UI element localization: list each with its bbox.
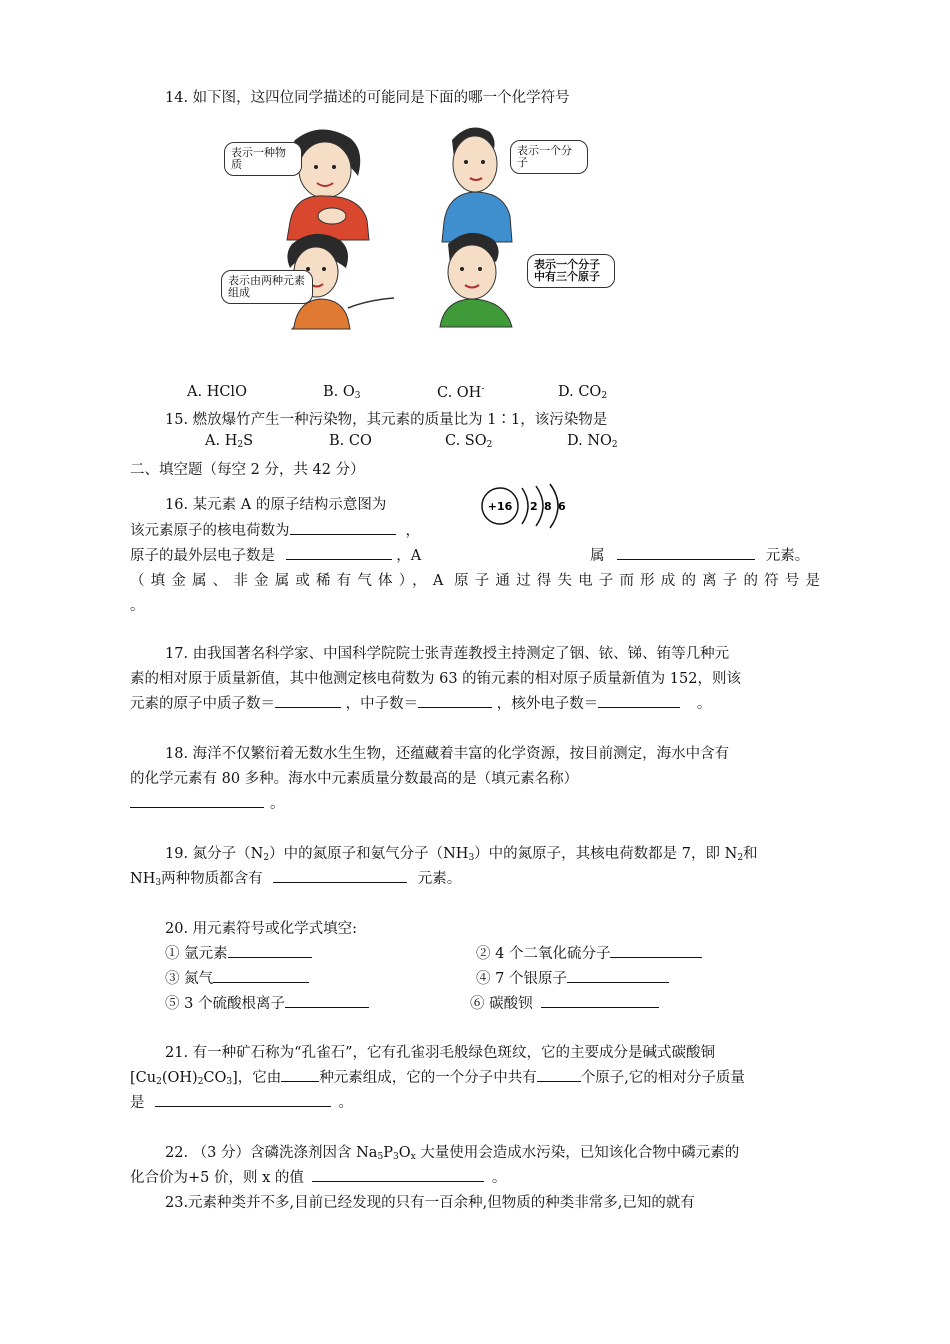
q20-blank-2[interactable] [610,943,702,958]
q22-line2: 化合价为+5 价，则 x 的值 。 [130,1166,506,1187]
q16-blank-element-type[interactable] [617,545,755,560]
q20-item-4: ④ 7 个银原子 [476,967,669,988]
q17-line1: 17. 由我国著名科学家、中国科学院院士张青莲教授主持测定了铟、铱、锑、铕等几种元 [165,646,730,662]
q20-item-5: ⑤ 3 个硫酸根离子 [165,992,369,1013]
q16-line5: 。 [130,598,145,614]
q20-item-3: ③ 氮气 [165,967,309,988]
q14-option-c: C. OH- [437,384,485,401]
q21-line3: 是 。 [130,1091,353,1112]
q15-option-b: B. CO [329,433,372,449]
q18-line2: 的化学元素有 80 多种。海水中元素质量分数最高的是（填元素名称） [130,771,579,787]
section-title: 二、填空题（每空 2 分，共 42 分） [130,462,365,478]
student-boy-2 [440,233,512,327]
atom-structure-diagram [478,482,578,532]
q21-line2: $[Cu_2(OH)_2CO_3]$，它由 种元素组成，它的一个分子中共有 个原子,它的相对分子质量 [130,1066,745,1087]
q17-blank-neutrons[interactable] [418,693,492,708]
q21-blank-atoms[interactable] [537,1067,581,1082]
student-boy-1 [442,128,512,243]
q18-blank-element[interactable] [130,793,264,808]
q15-option-d: D. $NO_2$ [567,433,618,450]
q15-option-a: A. $H_2S$ [205,433,254,450]
q17-blank-protons[interactable] [275,693,341,708]
q20-blank-4[interactable] [567,968,669,983]
q20-item-1: ① 氩元素 [165,942,312,963]
bubble-1: 表示一种物质 [224,142,302,176]
q16-blank-charge[interactable] [290,520,396,535]
q20-blank-6[interactable] [541,993,659,1008]
q17-line2: 素的相对原于质量新值，其中他测定核电荷数为 63 的铕元素的相对原子质量新值为 152，则该 [130,671,741,687]
nucleus-label: +16 [487,500,513,513]
q14-option-d: D. $CO_2$ [558,384,608,401]
q20-blank-5[interactable] [285,993,369,1008]
shell-2-electrons: 8 [544,500,552,513]
q20-item-2: ② 4 个二氧化硫分子 [476,942,702,963]
q18-line3: 。 [130,792,285,813]
q16-blank-outer-electrons[interactable] [286,545,392,560]
q20-item-6: ⑥ 碳酸钡 [470,992,659,1013]
q20-stem: 20. 用元素符号或化学式填空: [165,921,358,937]
q21-blank-elements[interactable] [281,1067,319,1082]
q16-line2: 该元素原子的核电荷数为 ， [130,519,420,540]
q16-line3-right: 属 元素。 [590,544,809,565]
q22-line1: 22. （3 分）含磷洗涤剂因含 $Na_5P_3O_x$ 大量使用会造成水污染，已知该化合物中磷元素的 [165,1145,740,1162]
shell-1-electrons: 2 [530,500,538,513]
q14-option-a: A. HClO [187,384,247,400]
q20-blank-1[interactable] [228,943,312,958]
q21-line1: 21. 有一种矿石称为“孔雀石”，它有孔雀羽毛般绿色斑纹，它的主要成分是碱式碳酸铜 [165,1045,715,1061]
q20-blank-3[interactable] [213,968,309,983]
q19-line2: $NH_3$两种物质都含有 元素。 [130,867,461,888]
q14-stem: 14. 如下图，这四位同学描述的可能同是下面的哪一个化学符号 [165,90,570,106]
q17-line3: 元素的原子中质子数＝ ，中子数＝ ，核外电子数＝ 。 [130,692,711,713]
bubble-3: 表示由两种元素组成 [221,270,313,304]
q16-line3: 原子的最外层电子数是 ，A [130,544,421,565]
q16-line1: 16. 某元素 A 的原子结构示意图为 [165,497,387,513]
q22-blank-x[interactable] [312,1167,484,1182]
q23-line1: 23.元素种类并不多,目前已经发现的只有一百余种,但物质的种类非常多,已知的就有 [165,1195,695,1211]
q19-line1: 19. 氮分子$(N_2)$中的氮原子和氨气分子$(NH_3)$中的氮原子，其核电荷数都是 7，即 $N_2$和 [165,846,758,863]
q17-blank-electrons[interactable] [598,693,680,708]
shell-3-electrons: 6 [558,500,566,513]
q15-stem: 15. 燃放爆竹产生一种污染物，其元素的质量比为 1∶1，该污染物是 [165,412,608,428]
bubble-4: 表示一个分子中有三个原子 [527,254,615,288]
q16-line4: （填金属、非金属或稀有气体），A 原子通过得失电子而形成的离子的符号是 [130,573,820,589]
q21-blank-mass[interactable] [155,1092,331,1107]
bubble-2: 表示一个分子 [510,140,588,174]
q18-line1: 18. 海洋不仅繁衍着无数水生生物，还蕴藏着丰富的化学资源，按目前测定，海水中含有 [165,746,730,762]
q19-blank-element[interactable] [273,868,407,883]
q15-option-c: C. $SO_2$ [445,433,493,450]
q14-option-b: B. $O_3$ [323,384,361,401]
